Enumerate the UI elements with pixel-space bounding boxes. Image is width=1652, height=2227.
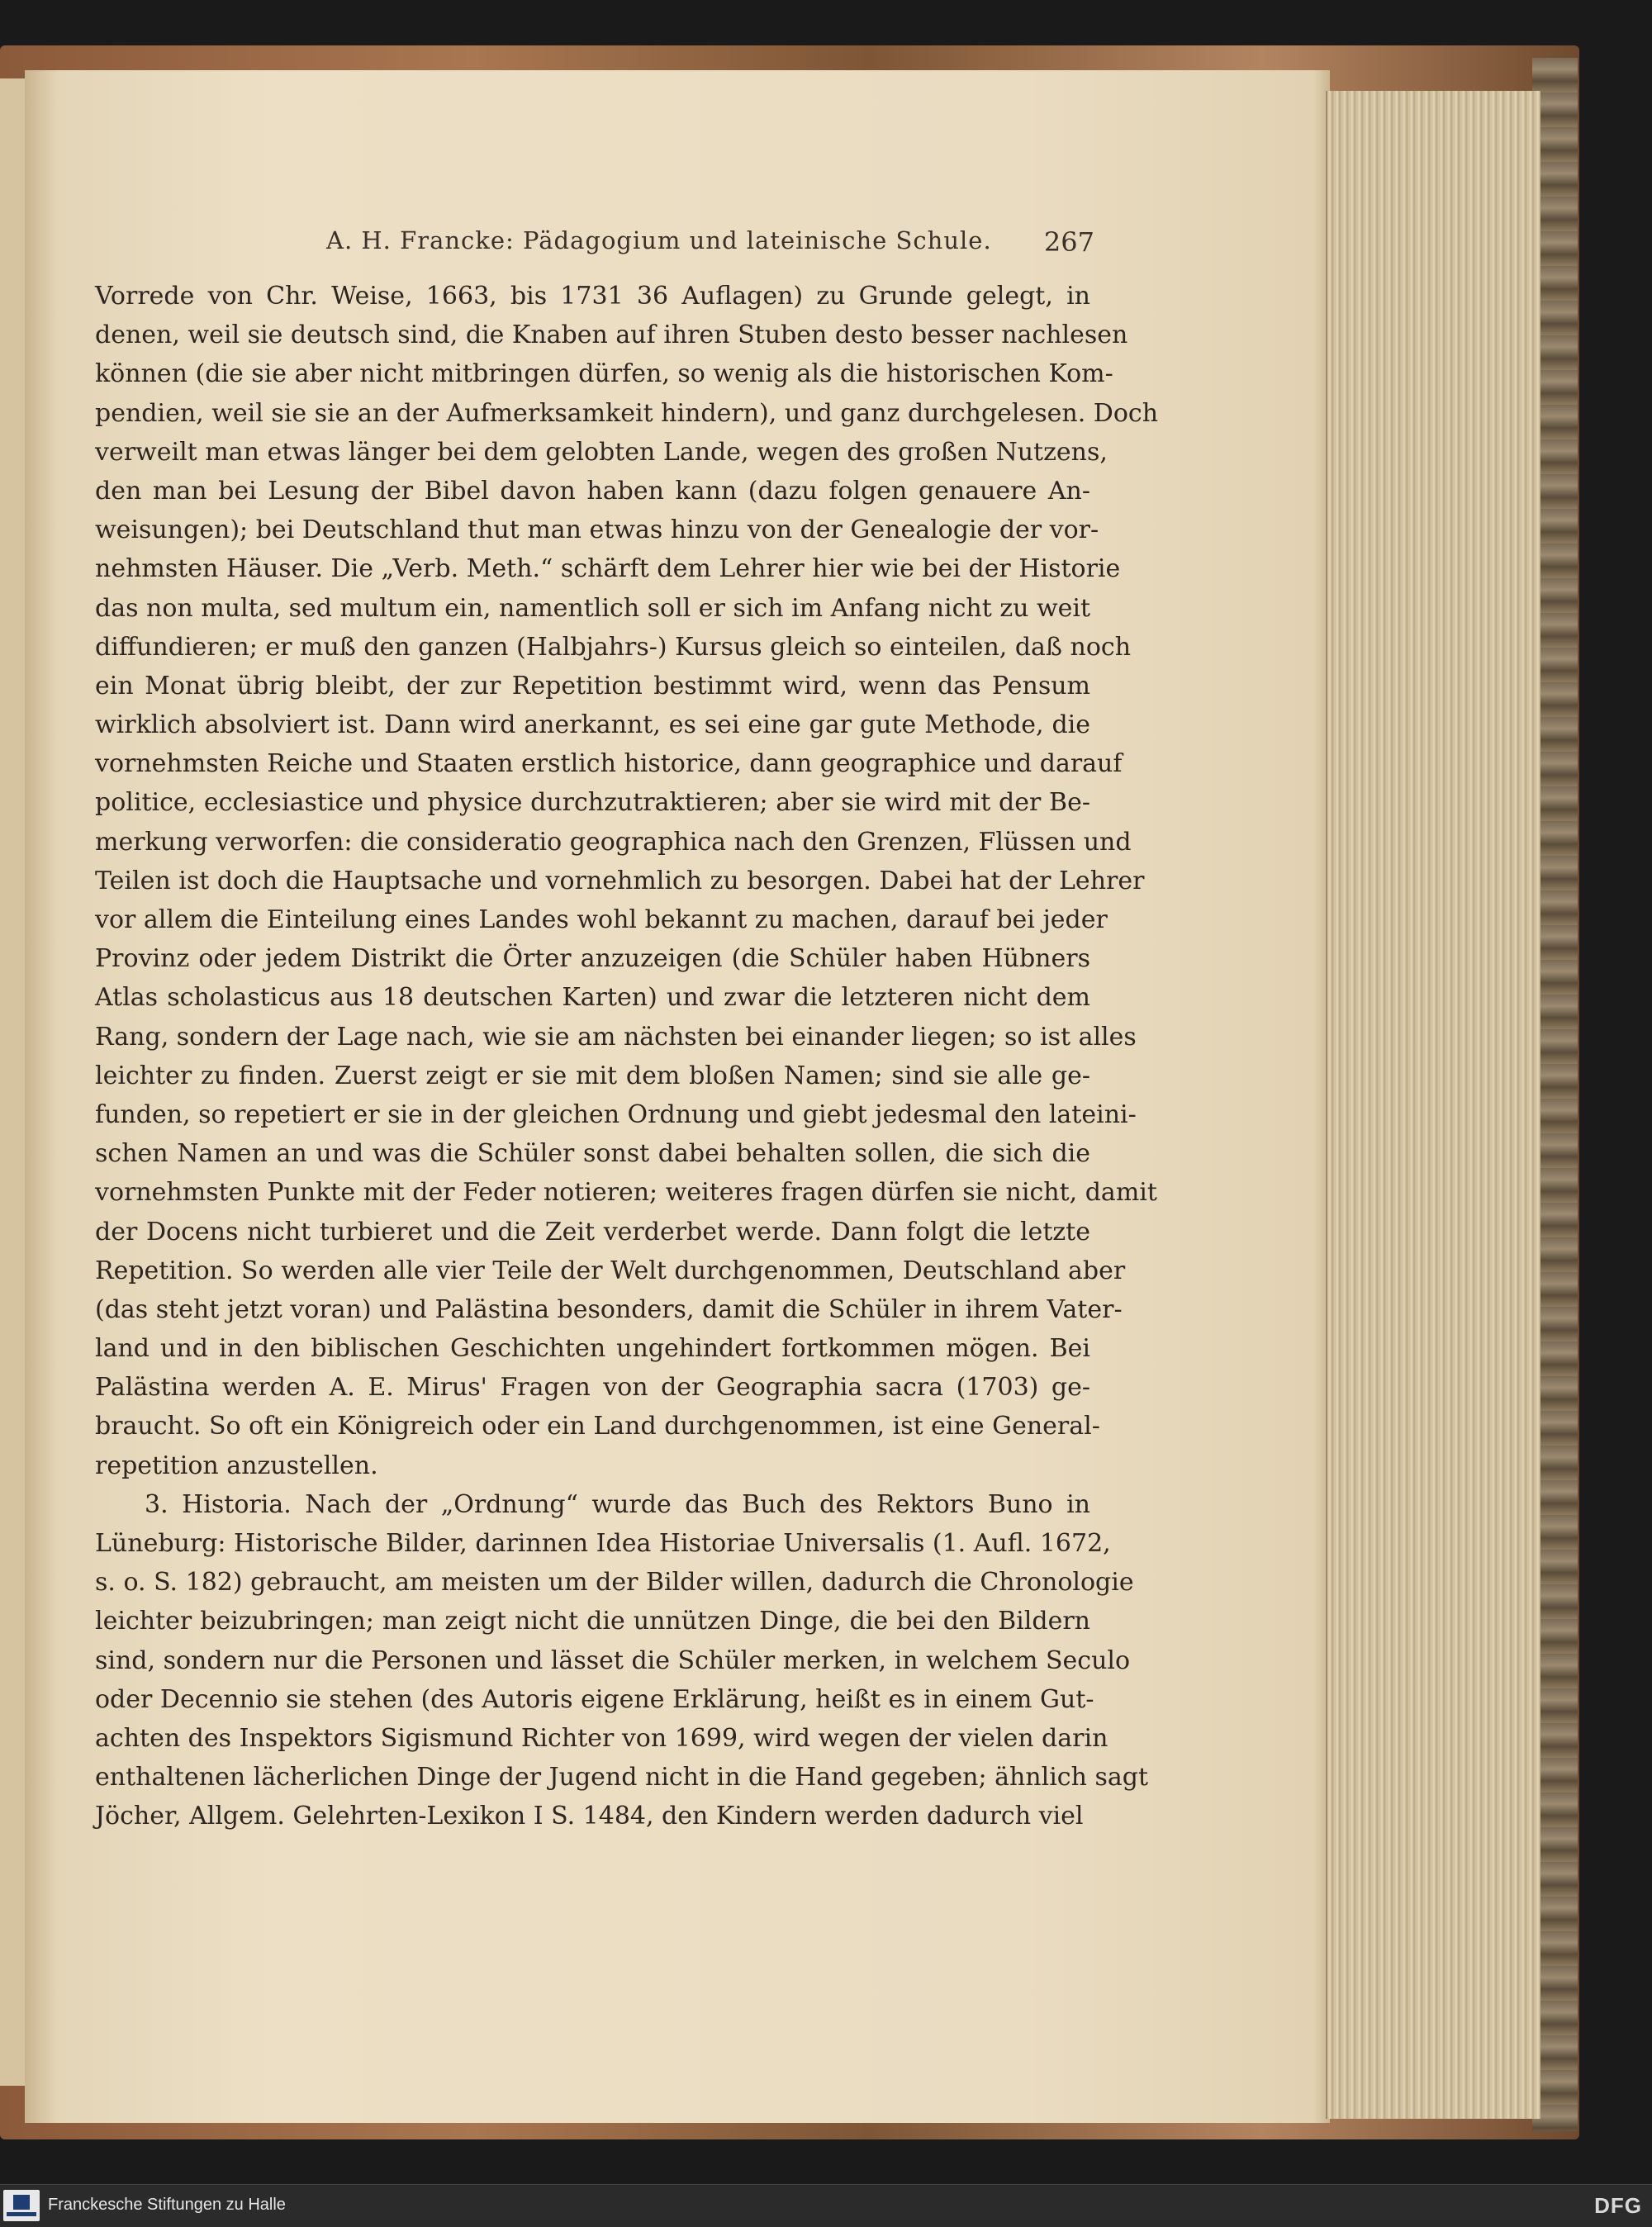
institution-logo-icon — [3, 2190, 40, 2221]
text-line: können (die sie aber nicht mitbringen dürfen, so wenig als die historischen Kom- — [95, 359, 1113, 389]
text-line: pendien, weil sie sie an der Aufmerksamkeit hindern), und ganz durchgelesen. Doch — [95, 398, 1159, 428]
left-page-edge — [0, 78, 26, 2086]
text-line: leichter zu finden. Zuerst zeigt er sie mit dem bloßen Namen; sind sie alle ge- — [95, 1061, 1090, 1090]
text-line: vornehmsten Punkte mit der Feder notieren; weiteres fragen dürfen sie nicht, damit — [95, 1178, 1157, 1208]
text-line: Provinz oder jedem Distrikt die Örter anzuzeigen (die Schüler haben Hübners — [95, 944, 1090, 974]
text-line: vor allem die Einteilung eines Landes wohl bekannt zu machen, darauf bei jeder — [95, 905, 1108, 934]
dfg-logo: DFG — [1594, 2193, 1642, 2218]
running-header — [326, 223, 1094, 266]
text-line: Lüneburg: Historische Bilder, darinnen Idea Historiae Universalis (1. Aufl. 1672, — [95, 1529, 1111, 1558]
text-line: Vorrede von Chr. Weise, 1663, bis 1731 36 Auflagen) zu Grunde gelegt, in — [95, 282, 1090, 311]
text-line: den man bei Lesung der Bibel davon haben kann (dazu folgen genauere An- — [95, 476, 1090, 506]
text-line: politice, ecclesiastice und physice durchzutraktieren; aber sie wird mit der Be- — [95, 788, 1090, 818]
text-line: Palästina werden A. E. Mirus' Fragen von der Geographia sacra (1703) ge- — [95, 1373, 1090, 1403]
text-line: achten des Inspektors Sigismund Richter von 1699, wird wegen der vielen darin — [95, 1723, 1108, 1753]
text-line: vornehmsten Reiche und Staaten erstlich historice, dann geographice und darauf — [95, 749, 1123, 779]
text-line: leichter beizubringen; man zeigt nicht die unnützen Dinge, die bei den Bildern — [95, 1607, 1090, 1636]
text-line: diffundieren; er muß den ganzen (Halbjahrs-) Kursus gleich so einteilen, daß noch — [95, 632, 1132, 662]
text-line: schen Namen an und was die Schüler sonst dabei behalten sollen, die sich die — [95, 1139, 1090, 1169]
text-line: denen, weil sie deutsch sind, die Knaben auf ihren Stuben desto besser nachlesen — [95, 321, 1128, 350]
text-line: merkung verworfen: die consideratio geographica nach den Grenzen, Flüssen und — [95, 827, 1132, 857]
text-line: enthaltenen lächerlichen Dinge der Jugend nicht in die Hand gegeben; ähnlich sagt — [95, 1763, 1148, 1793]
text-line: land und in den biblischen Geschichten ungehindert fortkommen mögen. Bei — [95, 1334, 1090, 1364]
text-line: repetition anzustellen. — [95, 1451, 378, 1480]
text-line: oder Decennio sie stehen (des Autoris eigene Erklärung, heißt es in einem Gut- — [95, 1684, 1094, 1714]
running-head: A. H. Francke: Pädagogium und lateinische Schule. — [326, 226, 992, 254]
text-line: braucht. So oft ein Königreich oder ein Land durchgenommen, ist eine General- — [95, 1412, 1100, 1441]
body-text — [95, 277, 1159, 1836]
text-line: (das steht jetzt voran) und Palästina besonders, damit die Schüler in ihrem Vater- — [95, 1294, 1123, 1324]
text-line: 3. Historia. Nach der „Ordnung“ wurde das Buch des Rektors Buno in — [145, 1489, 1090, 1519]
text-line: Teilen ist doch die Hauptsache und vornehmlich zu besorgen. Dabei hat der Lehrer — [95, 866, 1145, 895]
text-line: funden, so repetiert er sie in der gleichen Ordnung und giebt jedesmal den lateini- — [95, 1099, 1137, 1129]
text-line: wirklich absolviert ist. Dann wird anerkannt, es sei eine gar gute Methode, die — [95, 710, 1090, 740]
text-line: nehmsten Häuser. Die „Verb. Meth.“ schärft dem Lehrer hier wie bei der Historie — [95, 554, 1121, 584]
text-line: s. o. S. 182) gebraucht, am meisten um der Bilder willen, dadurch die Chronologie — [95, 1568, 1134, 1598]
text-line: sind, sondern nur die Personen und lässet die Schüler merken, in welchem Seculo — [95, 1645, 1131, 1675]
page-fore-edge — [1326, 91, 1540, 2119]
text-line: Repetition. So werden alle vier Teile der Welt durchgenommen, Deutschland aber — [95, 1256, 1126, 1285]
page-number: 267 — [1043, 226, 1094, 258]
text-line: das non multa, sed multum ein, namentlich soll er sich im Anfang nicht zu weit — [95, 593, 1091, 623]
text-line: Atlas scholasticus aus 18 deutschen Karten) und zwar die letzteren nicht dem — [95, 983, 1090, 1013]
viewer-footer — [0, 2184, 1652, 2227]
text-line: verweilt man etwas länger bei dem gelobten Lande, wegen des großen Nutzens, — [95, 437, 1108, 467]
institution-name: Franckesche Stiftungen zu Halle — [48, 2196, 286, 2214]
text-line: Jöcher, Allgem. Gelehrten-Lexikon I S. 1484, den Kindern werden dadurch viel — [95, 1802, 1084, 1831]
text-line: weisungen); bei Deutschland thut man etwas hinzu von der Genealogie der vor- — [95, 515, 1099, 545]
text-line: ein Monat übrig bleibt, der zur Repetition bestimmt wird, wenn das Pensum — [95, 671, 1090, 700]
text-line: der Docens nicht turbieret und die Zeit verderbet werde. Dann folgt die letzte — [95, 1217, 1090, 1246]
text-line: Rang, sondern der Lage nach, wie sie am nächsten bei einander liegen; so ist alles — [95, 1022, 1137, 1052]
